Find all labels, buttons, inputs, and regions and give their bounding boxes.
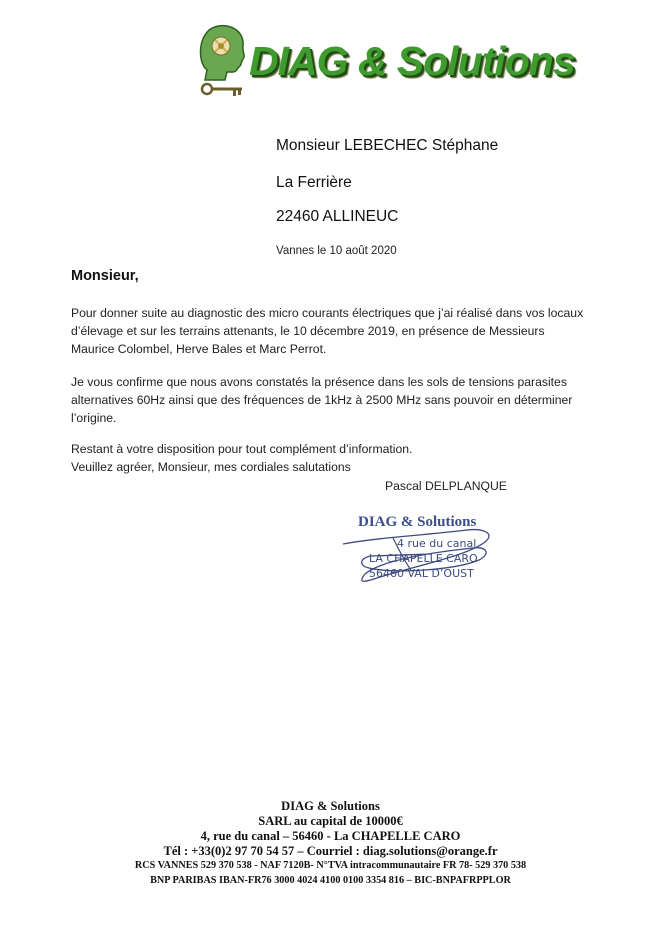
stamp-title: DIAG & Solutions [358, 514, 477, 530]
recipient-locality: La Ferrière [276, 174, 352, 191]
footer-address: 4, rue du canal – 56460 - La CHAPELLE CARO [200, 829, 461, 843]
paragraph-line: alternatives 60Hz ainsi que des fréquences de 1kHz à 2500 MHz sans pouvoir en déterminer [71, 393, 573, 407]
paragraph-line: l’origine. [71, 411, 117, 425]
company-stamp [335, 508, 503, 600]
paragraph-line: Restant à votre disposition pour tout complément d’information. [71, 442, 413, 456]
paragraph-line: Veuillez agréer, Monsieur, mes cordiales salutations [71, 460, 351, 474]
signature [335, 508, 503, 600]
footer-company: DIAG & Solutions [281, 799, 380, 813]
salutation: Monsieur, [71, 268, 139, 284]
paragraph-line: Pour donner suite au diagnostic des micro courants électriques que j’ai réalisé dans vos locaux [71, 306, 584, 320]
footer-rcs: RCS VANNES 529 370 538 - NAF 7120B- N°TVA intracommunautaire FR 78- 529 370 538 [134, 860, 527, 871]
paragraph-1 [71, 304, 591, 358]
signer-name: Pascal DELPLANQUE [385, 479, 507, 493]
stamp-postal: 56460 VAL D’OUST [369, 567, 474, 580]
paragraph-line: Je vous confirme que nous avons constatés la présence dans les sols de tensions parasites [71, 375, 567, 389]
paragraph-line: Maurice Colombel, Herve Bales et Marc Perrot. [71, 342, 327, 356]
recipient-name: Monsieur LEBECHEC Stéphane [276, 137, 499, 154]
stamp-street: 4 rue du canal [397, 537, 477, 550]
recipient-postal-city: 22460 ALLINEUC [276, 208, 399, 225]
footer-capital: SARL au capital de 10000€ [258, 814, 403, 828]
footer-contact: Tél : +33(0)2 97 70 54 57 – Courriel : diag.solutions@orange.fr [163, 844, 498, 858]
stamp-town: LA CHAPELLE CARO [369, 552, 478, 565]
company-logo [193, 22, 575, 104]
paragraph-3 [71, 440, 591, 476]
footer-bank: BNP PARIBAS IBAN-FR76 3000 4024 4100 0100 3354 816 – BIC-BNPAFRPPLOR [150, 875, 511, 886]
logo-wordmark: DIAG & Solutions [249, 38, 575, 84]
head-key-icon [193, 22, 253, 102]
paragraph-line: d’élevage et sur les terrains attenants, le 10 décembre 2019, en présence de Messieurs [71, 324, 545, 338]
date-line: Vannes le 10 août 2020 [276, 245, 397, 257]
paragraph-2 [71, 373, 591, 427]
